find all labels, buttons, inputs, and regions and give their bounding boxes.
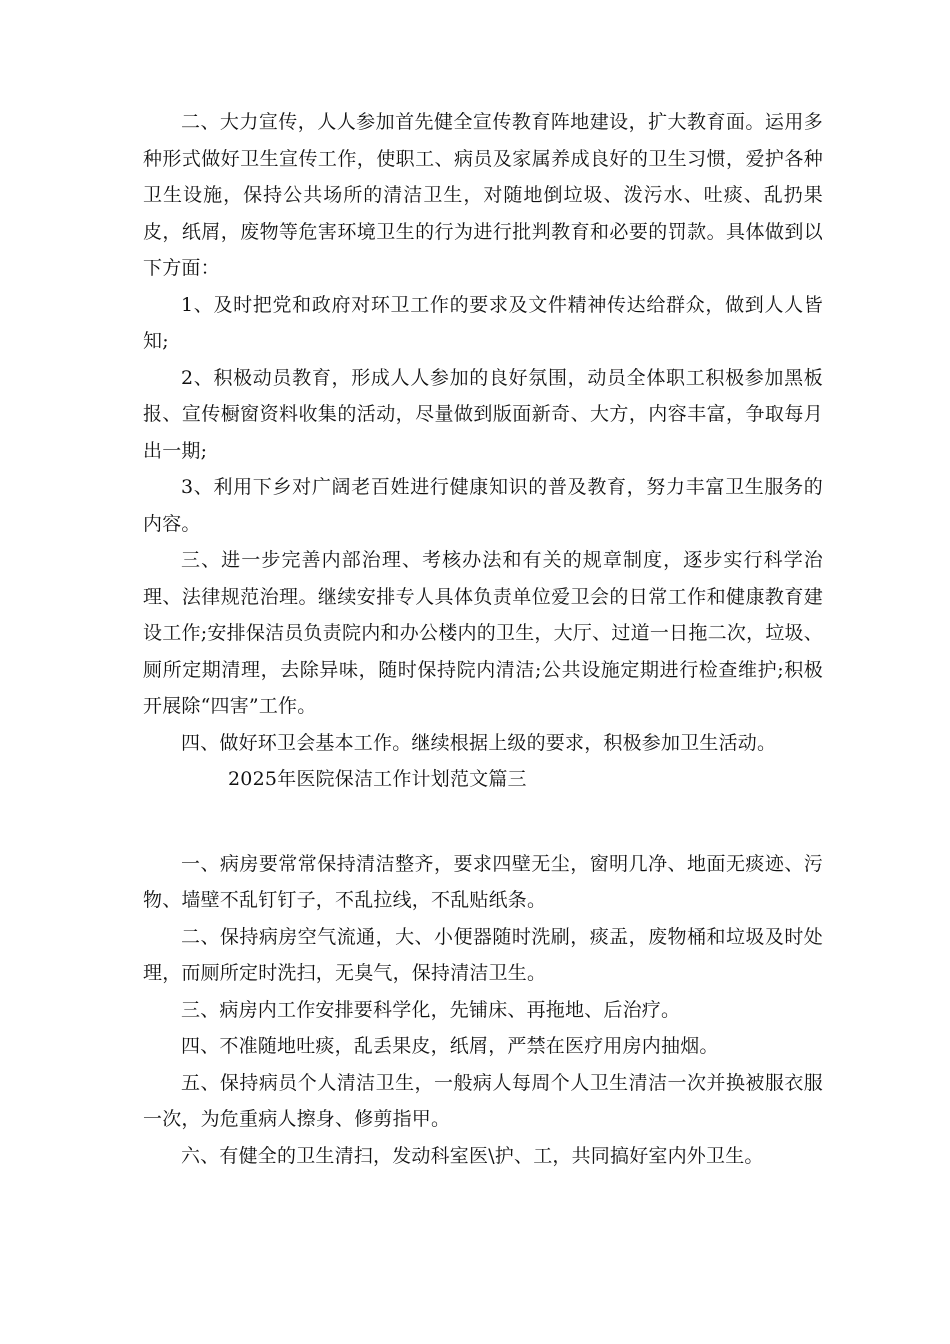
- section-paragraph-3: 三、病房内工作安排要科学化，先铺床、再拖地、后治疗。: [181, 998, 681, 1021]
- section-heading: 2025年医院保洁工作计划范文篇三: [228, 768, 527, 790]
- document-body: [143, 104, 823, 1174]
- paragraph-management: 三、进一步完善内部治理、考核办法和有关的规章制度，逐步实行科学治理、法律规范治理。继续安排专人具体负责单位爱卫会的日常工作和健康教育建设工作;安排保洁员负责院内和办公楼内的卫生，大厅、过道一日拖二次，垃圾、厕所定期清理，去除异味，随时保持院内清洁;公共设施定期进行检查维护;积极开展除“四害”工作。: [143, 549, 823, 717]
- section-paragraph-2: 二、保持病房空气流通，大、小便器随时洗刷，痰盂，废物桶和垃圾及时处理，而厕所定时洗扫，无臭气，保持清洁卫生。: [143, 925, 823, 984]
- section-paragraph-6: 六、有健全的卫生清扫，发动科室医\护、工，共同搞好室内外卫生。: [181, 1144, 764, 1167]
- section-paragraph-5: 五、保持病员个人清洁卫生，一般病人每周个人卫生清洁一次并换被服衣服一次，为危重病人擦身、修剪指甲。: [143, 1071, 823, 1130]
- paragraph-item-2: 2、积极动员教育，形成人人参加的良好氛围，动员全体职工积极参加黑板报、宣传橱窗资料收集的活动，尽量做到版面新奇、大方，内容丰富，争取每月出一期;: [143, 366, 823, 462]
- paragraph-basic-work: 四、做好环卫会基本工作。继续根据上级的要求，积极参加卫生活动。: [181, 731, 777, 754]
- section-paragraph-4: 四、不准随地吐痰，乱丢果皮，纸屑，严禁在医疗用房内抽烟。: [181, 1035, 719, 1057]
- paragraph-item-1: 1、及时把党和政府对环卫工作的要求及文件精神传达给群众，做到人人皆知;: [143, 293, 823, 352]
- paragraph-publicity: 二、大力宣传，人人参加首先健全宣传教育阵地建设，扩大教育面。运用多种形式做好卫生宣传工作，使职工、病员及家属养成良好的卫生习惯，爱护各种卫生设施，保持公共场所的清洁卫生，对随地倒垃圾、泼污水、吐痰、乱扔果皮，纸屑，废物等危害环境卫生的行为进行批判教育和必要的罚款。具体做到以下方面：: [143, 111, 823, 279]
- section-paragraph-1: 一、病房要常常保持清洁整齐，要求四壁无尘，窗明几净、地面无痰迹、污物、墙壁不乱钉钉子，不乱拉线，不乱贴纸条。: [143, 852, 823, 911]
- paragraph-item-3: 3、利用下乡对广阔老百姓进行健康知识的普及教育，努力丰富卫生服务的内容。: [143, 476, 823, 535]
